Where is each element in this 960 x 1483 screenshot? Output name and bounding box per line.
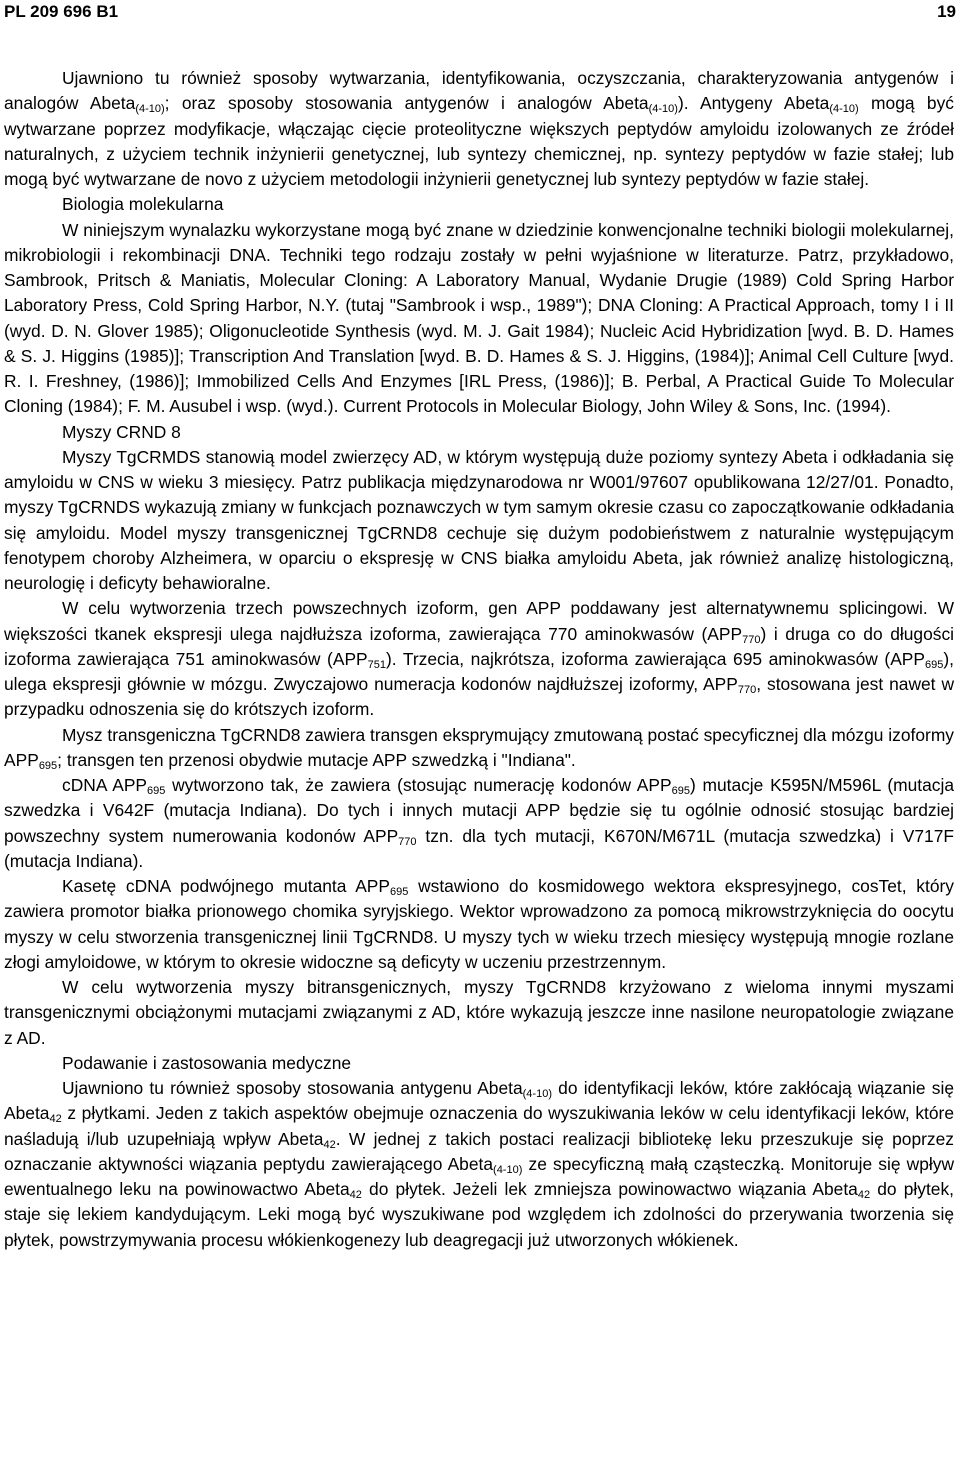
subscript: 42	[323, 1138, 336, 1151]
subscript: 42	[49, 1113, 62, 1126]
text-run: ; oraz sposoby stosowania antygenów i analogów Abeta	[164, 93, 649, 114]
text-run: ). Trzecia, najkrótsza, izoforma zawierająca 695 aminokwasów (APP	[386, 648, 925, 669]
section-heading	[4, 420, 954, 445]
subscript: 695	[925, 658, 944, 671]
subscript: (4-10)	[522, 1088, 552, 1100]
subscript: 770	[742, 633, 761, 646]
paragraph	[4, 445, 954, 597]
text-run: mogą być wytwarzane poprzez modyfikacje, włączając cięcie proteolityczne większych peptydów amyloidu izolowanych ze źródeł naturalnych, z użyciem technik inżynierii genetycznej, lub syntezy chemicznej, np. syntezy peptydów w fazie stałej; lub mogą być wytwarzane de novo z użyciem metodologii inżynierii genetycznej lub syntezy peptydów w fazie stałej.	[4, 93, 954, 189]
paragraph	[4, 218, 954, 420]
text-run: wytworzono tak, że zawiera (stosując numerację kodonów APP	[165, 775, 672, 795]
text-run: Myszy CRND 8	[62, 421, 181, 442]
paragraph	[4, 773, 954, 874]
subscript: 695	[147, 785, 166, 797]
subscript: 42	[857, 1189, 871, 1201]
paragraph	[4, 1076, 954, 1253]
text-run: do identyfikacji leków, które zakłócają wiązanie się Abeta	[4, 1078, 954, 1124]
text-run: ), ulega ekspresji głównie w mózgu. Zwyczajowo numeracja kodonów najdłuższej izoformy, APP	[4, 648, 954, 694]
text-run: ) mutacje K595N/M596L (mutacja szwedzka i V642F (mutacja Indiana). Do tych i innych mutacji APP będzie się tu ogólnie odnosić stosując bardziej powszechny system numerowania kodonów APP	[4, 775, 955, 846]
paragraph	[4, 975, 954, 1051]
document-body	[4, 66, 954, 1253]
text-run: Myszy TgCRMDS stanowią model zwierzęcy AD, w którym występują duże poziomy syntezy Abeta i odkładania się amyloidu w CNS w wieku 3 miesięcy. Patrz publikacja międzynarodowa nr W001/97607 opublikowana 12/27/01. Ponadto, myszy TgCRNDS wykazują zmiany w funkcjach poznawczych w tym samym okresie czasu co zapoczątkowanie odkładania się amyloidu. Model myszy transgenicznej TgCRND8 cechuje się dużym podobieństwem z naturalnie występującym fenotypem choroby Alzheimera, w oparciu o ekspresję w CNS białka amyloidu Abeta, jak również analizę histologiczną, neurologię i deficyty behawioralne.	[4, 446, 954, 593]
subscript: 751	[367, 658, 387, 671]
paragraph	[4, 66, 954, 192]
section-heading	[4, 1051, 954, 1076]
subscript: 695	[671, 785, 690, 797]
subscript: (4-10)	[829, 103, 859, 116]
text-run: , stosowana jest nawet w przypadku odnoszenia się do krótszych izoform.	[4, 674, 955, 720]
text-run: cDNA APP	[62, 775, 148, 795]
subscript: 770	[398, 835, 417, 848]
text-run: ; transgen ten przenosi obydwie mutacje APP szwedzką i "Indiana".	[57, 749, 576, 770]
subscript: (4-10)	[648, 103, 678, 116]
publication-number: PL 209 696 B1	[4, 2, 119, 21]
page-number: 19	[937, 2, 956, 21]
text-run: ) i druga co do długości izoforma zawierająca 751 aminokwasów (APP	[4, 623, 955, 669]
text-run: do płytek, staje się lekiem kandydującym. Leki mogą być wyszukiwane pod względem ich zdolności do przerywania tworzenia się płytek, powstrzymywania procesu włókienkogenezy lub deagregacji już utworzonych włókienek.	[4, 1179, 954, 1250]
page-header	[0, 2, 960, 26]
text-run: Biologia molekularna	[62, 194, 224, 215]
subscript: (4-10)	[493, 1163, 523, 1176]
subscript: 42	[349, 1189, 362, 1201]
text-run: Podawanie i zastosowania medyczne	[62, 1052, 352, 1073]
text-run: do płytek. Jeżeli lek zmniejsza powinowactwo wiązania Abeta	[361, 1179, 858, 1199]
text-run: Ujawniono tu również sposoby stosowania antygenu Abeta	[62, 1078, 523, 1098]
text-run: tzn. dla tych mutacji, K670N/M671L (mutacja szwedzka) i V717F (mutacja Indiana).	[4, 825, 954, 871]
text-run: wstawiono do kosmidowego wektora ekspresyjnego, cosTet, który zawiera promotor białka prionowego chomika syryjskiego. Wektor wprowadzono za pomocą mikrowstrzyknięcia do oocytu myszy w celu stworzenia transgenicznej linii TgCRND8. U myszy tych w wieku trzech miesięcy występują mnogie rozlane złogi amyloidowe, w którym to okresie widoczne są deficyty w uczeniu przestrzennym.	[4, 876, 954, 972]
paragraph	[4, 723, 954, 774]
text-run: Mysz transgeniczna TgCRND8 zawiera transgen eksprymujący zmutowaną postać specyficznej dla mózgu izoformy APP	[4, 724, 954, 770]
text-run: W celu wytworzenia myszy bitransgenicznych, myszy TgCRND8 krzyżowano z wieloma innymi myszami transgenicznymi obciążonymi mutacjami związanymi z AD, które wykazują jeszcze inne nasilone neuropatologie związane z AD.	[4, 977, 954, 1048]
subscript: 695	[38, 759, 58, 772]
text-run: z płytkami. Jeden z takich aspektów obejmuje oznaczenia do wyszukiwania leków w celu identyfikacji leków, które naśladują i/lub uzupełniają wpływ Abeta	[4, 1103, 954, 1149]
paragraph	[4, 874, 954, 975]
text-run: W celu wytworzenia trzech powszechnych izoform, gen APP poddawany jest alternatywnemu splicingowi. W większości tkanek ekspresji ulega najdłuższa izoforma, zawierająca 770 aminokwasów (APP	[4, 598, 954, 644]
text-run: Ujawniono tu również sposoby wytwarzania, identyfikowania, oczyszczania, charakteryzowania antygenów i analogów Abeta	[4, 68, 954, 114]
subscript: 770	[737, 684, 757, 696]
subscript: 695	[390, 886, 409, 898]
text-run: ze specyficzną małą cząsteczką. Monitoruje się wpływ ewentualnego leku na powinowactwo Abeta	[4, 1153, 955, 1199]
text-run: W niniejszym wynalazku wykorzystane mogą być znane w dziedzinie konwencjonalne techniki biologii molekularnej, mikrobiologii i rekombinacji DNA. Techniki tego rodzaju zostały w pełni wyjaśnione w literaturze. Patrz, przykładowo, Sambrook, Pritsch & Maniatis, Molecular Cloning: A Laboratory Manual, Wydanie Drugie (1989) Cold Spring Harbor Laboratory Press, Cold Spring Harbor, N.Y. (tutaj "Sambrook i wsp., 1989"); DNA Cloning: A Practical Approach, tomy I i II (wyd. D. N. Glover 1985); Oligonucleotide Synthesis (wyd. M. J. Gait 1984); Nucleic Acid Hybridization [wyd. B. D. Hames & S. J. Higgins (1985)]; Transcription And Translation [wyd. B. D. Hames & S. J. Higgins, (1984)]; Animal Cell Culture [wyd. R. I. Freshney, (1986)]; Immobilized Cells And Enzymes [IRL Press, (1986)]; B. Perbal, A Practical Guide To Molecular Cloning (1984); F. M. Ausubel i wsp. (wyd.). Current Protocols in Molecular Biology, John Wiley & Sons, Inc. (1994).	[4, 219, 954, 417]
text-run: Kasetę cDNA podwójnego mutanta APP	[62, 876, 390, 896]
subscript: (4-10)	[135, 103, 165, 116]
paragraph	[4, 596, 954, 722]
section-heading	[4, 192, 954, 217]
text-run: ). Antygeny Abeta	[677, 93, 830, 114]
text-run: . W jednej z takich postaci realizacji bibliotekę leku przeszukuje się poprzez oznaczanie aktywności wiązania peptydu zawierającego Abeta	[4, 1128, 954, 1174]
